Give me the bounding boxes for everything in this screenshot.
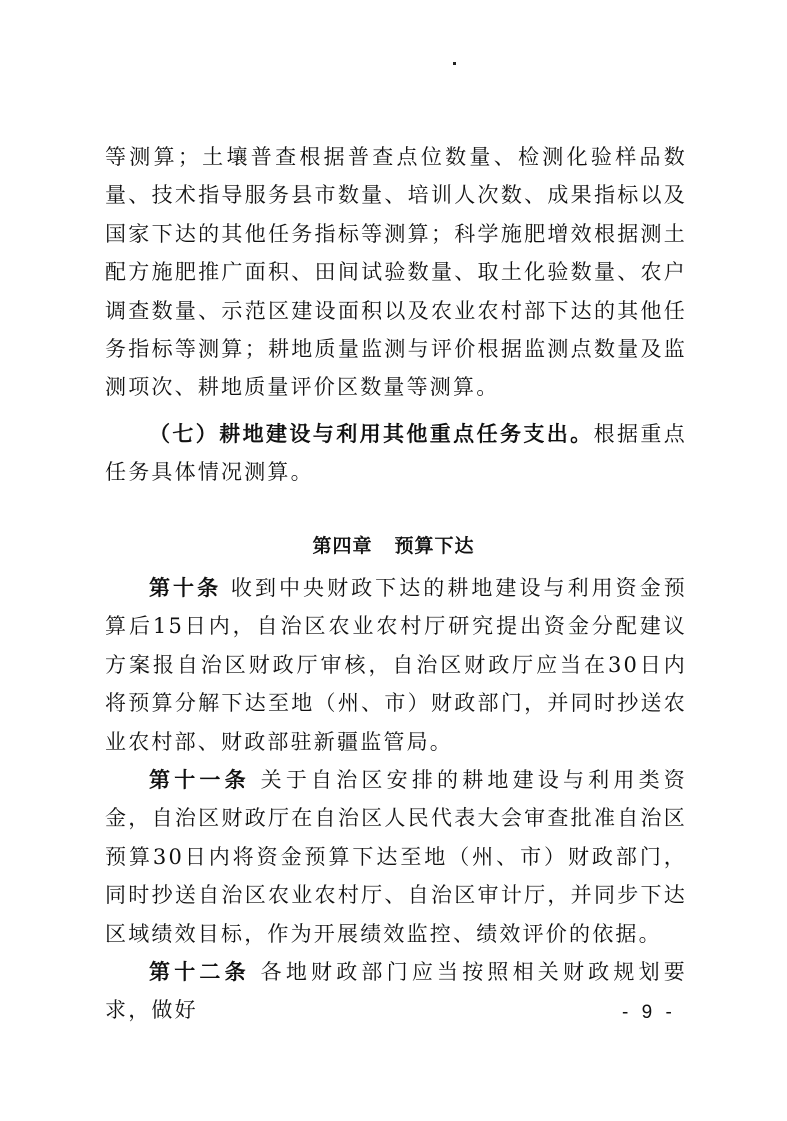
article-12 (105, 953, 687, 1030)
article-11-text: 关于自治区安排的耕地建设与利用类资金，自治区财政厅在自治区人民代表大会审查批准自治区预算30日内将资金预算下达至地（州、市）财政部门，同时抄送自治区农业农村厅、自治区审计厅，并同步下达区域绩效目标，作为开展绩效监控、绩效评价的依据。 (105, 768, 687, 946)
chapter-number: 第四章 (312, 535, 373, 557)
article-11-label: 第十一条 (149, 767, 250, 792)
article-12-label: 第十二条 (149, 959, 250, 984)
chapter-heading (0, 531, 787, 558)
article-12-text: 各地财政部门应当按照相关财政规划要求，做好 (105, 960, 687, 1023)
item-seven-heading: （七）耕地建设与利用其他重点任务支出。 (149, 421, 594, 446)
chapter-title: 预算下达 (394, 535, 475, 557)
article-11 (105, 761, 687, 953)
paragraph-continuation: 等测算；土壤普查根据普查点位数量、检测化验样品数量、技术指导服务县市数量、培训人次数、成果指标以及国家下达的其他任务指标等测算；科学施肥增效根据测土配方施肥推广面积、田间试验数量、取土化验数量、农户调查数量、示范区建设面积以及农业农村部下达的其他任务指标等测算；耕地质量监测与评价根据监测点数量及监测项次、耕地质量评价区数量等测算。 (105, 145, 687, 400)
page-number: - 9 - (622, 1002, 676, 1023)
paragraph-item-seven (105, 415, 687, 492)
article-10-label: 第十条 (149, 575, 222, 600)
article-10-text: 收到中央财政下达的耕地建设与利用资金预算后15日内，自治区农业农村厅研究提出资金分配建议方案报自治区财政厅审核，自治区财政厅应当在30日内将预算分解下达至地（州、市）财政部门，并同时抄送农业农村部、财政部驻新疆监管局。 (105, 576, 687, 754)
article-10 (105, 569, 687, 761)
scan-speck (453, 62, 456, 65)
item-seven-text: 根据重点任务具体情况测算。 (105, 422, 687, 485)
